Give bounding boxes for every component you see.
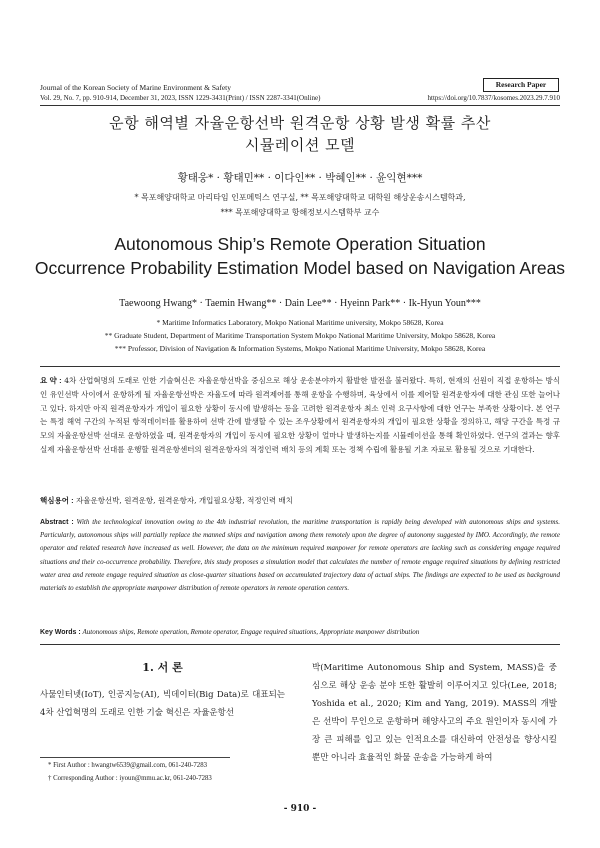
english-abstract-label: Abstract : [40, 519, 74, 526]
section-heading-intro: 1. 서 론 [142, 661, 183, 674]
english-affiliation-line3: *** Professor, Division of Navigation & Information Systems, Mokpo National Maritime University, Mokpo 58628, Korea [114, 344, 486, 353]
abstract-top-divider [40, 366, 560, 367]
english-keywords-text: Autonomous ships, Remote operation, Remote operator, Engage required situations, Appropriate manpower distribution [82, 628, 420, 636]
english-affiliation-line1: * Maritime Informatics Laboratory, Mokpo National Maritime university, Mokpo 58628, Korea [156, 318, 444, 327]
volume-info: Vol. 29, No. 7, pp. 910-914, December 31, 2023, ISSN 1229-3431(Print) / ISSN 2287-3341(Online) [40, 94, 321, 102]
korean-keywords-text: 자율운항선박, 원격운항, 원격운항자, 개입필요상황, 적정인력 배치 [75, 496, 294, 505]
header-divider [40, 105, 560, 106]
english-authors: Taewoong Hwang* · Taemin Hwang** · Dain Lee** · Hyeinn Park** · Ik-Hyun Youn*** [119, 298, 481, 309]
korean-title-line2: 시뮬레이션 모델 [244, 136, 356, 154]
footnote-divider [40, 757, 230, 758]
korean-abstract-label: 요 약 : [40, 376, 62, 385]
english-abstract-text: With the technological innovation owing to the 4th industrial revolution, the maritime transportation is rapidly being developed with autonomous ships and systems. Particularly, autonomous ships will partially replace the manned ships and navigation among them remotely upon the degree of autonomy suggested by IMO. Accordingly, the remote operator and related research have increased as well. However, the data on the minimum required manpower for remote operators are lacking such as considering engage required situations and their co-occurrence probability. Therefore, this study proposes a simulation model that calculates the number of remote engage required situations by defining restricted water area and remote engage required situation as close-quarter situations based on accumulated trajectory data of actual ships. The findings are expected to be used as background materials to establish the appropriate manpower distribution of remote operators in remote operation centers. [40, 518, 560, 593]
korean-keywords-label: 핵심용어 : [40, 496, 74, 505]
article-type-badge: Research Paper [483, 78, 559, 92]
korean-abstract-text: 4차 산업혁명의 도래로 인한 기술혁신은 자율운항선박을 중심으로 해상 운송분야까지 활발한 발전을 불러왔다. 특히, 현재의 선원이 직접 운항하는 방식인 유인선박 사이에서 운항하게 될 자율운항선박은 자율도에 따라 원격제어를 통해 운항을 수행하며, 육상에서 이를 제어할 원격운항자에 대한 관심 또한 늘어나고 있다. 하지만 아직 원격운항자가 개입이 필요한 상황이 동시에 발생하는 등을 고려한 원격운항자 최소 인력 요구사항에 대한 연구는 부족한 상황이다. 본 연구는 특정 해역 구간의 누적된 항적데이터를 활용하여 선박 간에 발생할 수 있는 조우상황에서 원격운항자의 개입이 필요한 상황을 정의하고, 해당 구간을 특정 규모의 자율운항선박 선대로 운항하였을 때, 원격운항자의 개입이 동시에 필요한 상황이 얼마나 발생하는지를 시뮬레이션을 통해 확인하였다. 연구의 결과는 향후 실제 자율운항선박 선대를 운행할 원격운항센터의 원격운항자의 적정인력 배치 등의 계획 또는 정책 수립에 활용될 기초 자료로 활용될 것으로 기대한다. [40, 376, 560, 454]
journal-name: Journal of the Korean Society of Marine Environment & Safety [40, 83, 231, 92]
page-number: - 910 - [283, 804, 317, 814]
english-title-line2: Occurrence Probability Estimation Model based on Navigation Areas [34, 258, 566, 278]
doi-link[interactable]: https://doi.org/10.7837/kosomes.2023.29.7.910 [427, 94, 560, 102]
abstract-bottom-divider [40, 644, 560, 645]
footnote-corresponding-author: † Corresponding Author : iyoun@mmu.ac.kr, 061-240-7283 [48, 775, 212, 782]
intro-right-column: 박(Maritime Autonomous Ship and System, MASS)을 중심으로 해상 운송 분야 또한 활발히 이루어지고 있다(Lee, 2018; Yoshida et al., 2020; Kim and Yang, 2019). MASS의 개발은 선박이 무인으로 운항하며 해양사고의 주요 원인이자 동시에 가장 큰 피해를 입고 있는 인적요소를 대신하여 안전성을 향상시킬 뿐만 아니라 효율적인 화물 운송을 가능하게 하여 [312, 663, 557, 763]
korean-affiliation-line1: * 목포해양대학교 마리타임 인포메틱스 연구실, ** 목포해양대학교 대학원 해상운송시스템학과, [134, 193, 466, 202]
korean-affiliation-line2: *** 목포해양대학교 항해정보시스템학부 교수 [220, 208, 380, 217]
english-abstract [40, 516, 560, 595]
korean-abstract [40, 374, 560, 457]
english-keywords-label: Key Words : [40, 629, 81, 636]
korean-title-line1: 운항 해역별 자율운항선박 원격운항 상황 발생 확률 추산 [109, 114, 491, 132]
volume-line [40, 94, 560, 102]
korean-authors: 황태웅* · 황태민** · 이다인** · 박혜인** · 윤익현*** [177, 172, 423, 184]
footnote-first-author: * First Author : hwangtw6539@gmail.com, 061-240-7283 [48, 762, 207, 769]
english-keywords [40, 628, 560, 636]
english-title-line1: Autonomous Ship’s Remote Operation Situation [114, 234, 486, 254]
english-affiliation-line2: ** Graduate Student, Department of Maritime Transportation System Mokpo National Maritime University, Mokpo 58628, Korea [104, 331, 496, 340]
korean-keywords [40, 494, 560, 508]
intro-left-column: 사물인터넷(IoT), 인공지능(AI), 빅데이터(Big Data)로 대표되는 4차 산업혁명의 도래로 인한 기술 혁신은 자율운항선 [40, 690, 285, 718]
